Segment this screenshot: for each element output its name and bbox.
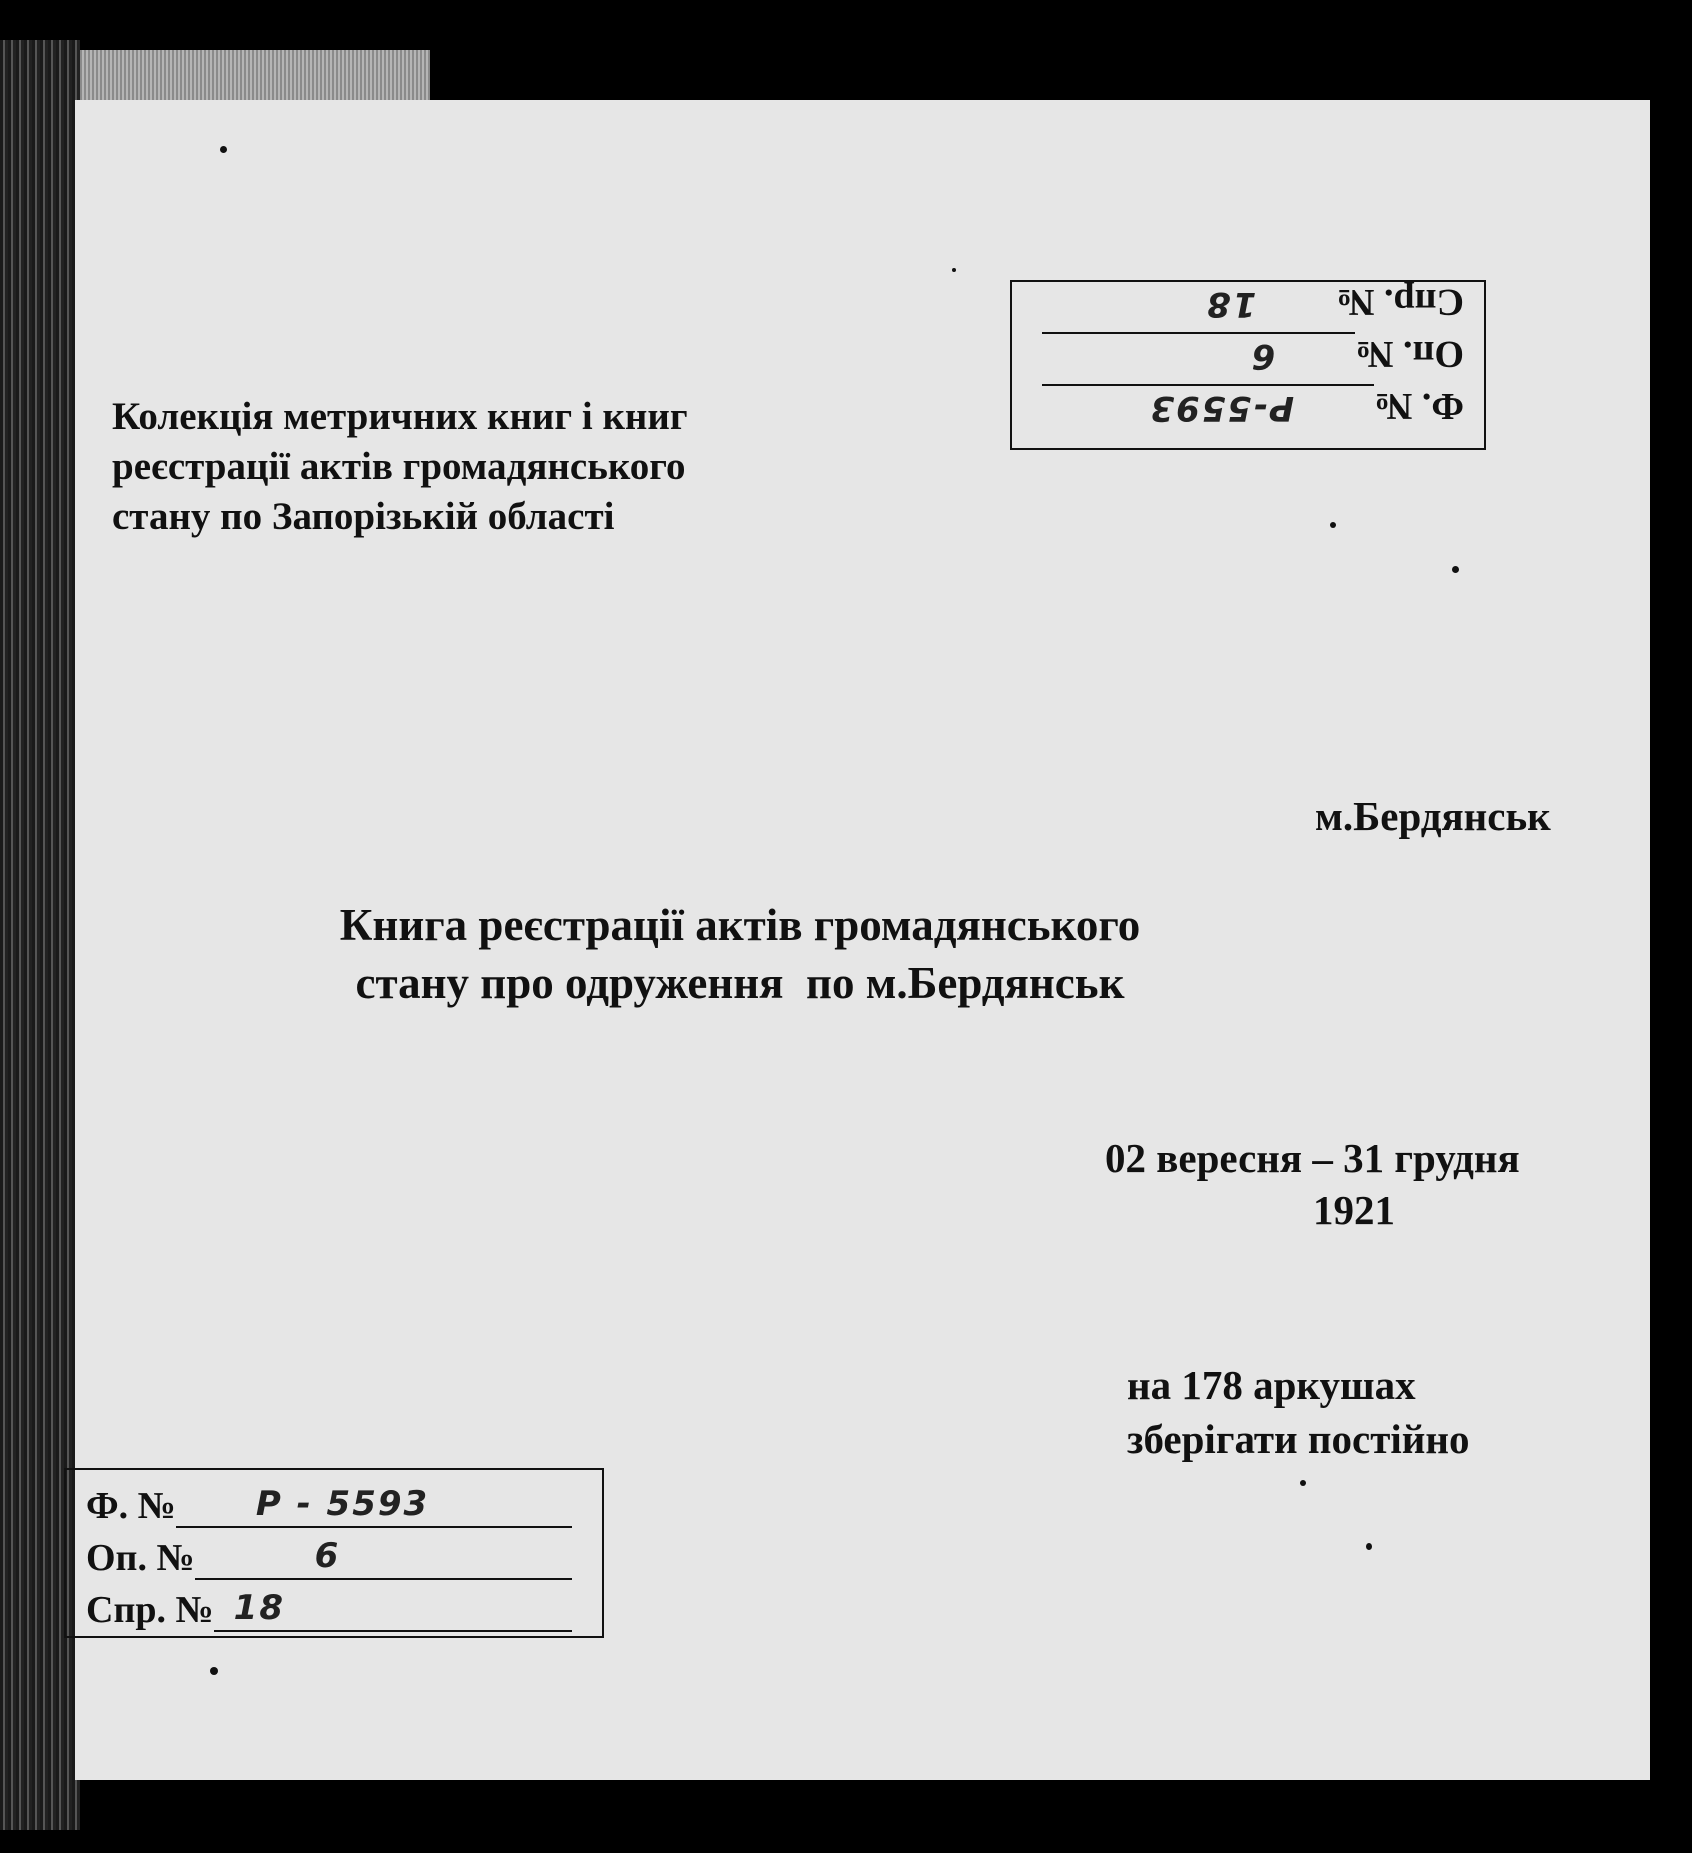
date-year: 1921 [1313, 1187, 1395, 1233]
sheets-info [1127, 1358, 1647, 1466]
block-fund-label: Ф. № [86, 1485, 176, 1527]
block-file-label: Спр. № [86, 1589, 214, 1631]
stamp-inventory-label: Оп. № [1355, 333, 1464, 375]
stamp-fund-label: Ф. № [1374, 385, 1464, 427]
stamp-inventory-value: 6 [1249, 336, 1276, 376]
block-inventory-value: 6 [314, 1536, 341, 1576]
binding-tab [80, 50, 430, 105]
archive-stamp-rotated [1010, 280, 1486, 450]
block-file-line [214, 1590, 572, 1632]
stamp-fund-value: Р-5593 [1148, 388, 1295, 428]
scan-speck [1452, 566, 1459, 573]
scan-speck [1300, 1480, 1306, 1486]
stamp-file-line [1042, 280, 1336, 322]
sheets-count: на 178 аркушах [1127, 1362, 1416, 1408]
collection-heading [112, 392, 872, 542]
book-title-line-1: Книга реєстрації актів громадянського [339, 900, 1141, 950]
book-title [240, 896, 1240, 1012]
stamp-file-label: Спр. № [1336, 281, 1464, 323]
block-inventory-line [195, 1538, 572, 1580]
stamp-fund-line [1042, 384, 1374, 426]
stamp-file-row [1012, 280, 1464, 332]
stamp-inventory-row [1012, 332, 1464, 384]
block-inventory-label: Оп. № [86, 1537, 195, 1579]
block-inventory-row [86, 1528, 602, 1580]
book-title-line-2: стану про одруження по м.Бердянськ [355, 958, 1125, 1008]
collection-heading-line-1: Колекція метричних книг і книг [112, 395, 688, 438]
date-range-text: 02 вересня – 31 грудня [1105, 1135, 1520, 1181]
scan-speck [1366, 1543, 1372, 1550]
scan-speck [210, 1667, 218, 1675]
block-fund-value: Р - 5593 [255, 1484, 430, 1524]
stamp-fund-row [1012, 384, 1464, 436]
block-file-row [86, 1580, 602, 1632]
stamp-inventory-line [1042, 332, 1355, 374]
block-file-value: 18 [233, 1588, 285, 1628]
collection-heading-line-3: стану по Запорізькій області [112, 495, 615, 538]
collection-heading-line-2: реєстрації актів громадянського [112, 445, 686, 488]
stamp-file-value: 18 [1205, 284, 1257, 324]
block-fund-line [176, 1486, 572, 1528]
scan-speck [952, 268, 956, 272]
archive-block [64, 1468, 604, 1638]
block-fund-row [86, 1476, 602, 1528]
scan-speck [220, 146, 227, 153]
city-label: м.Бердянськ [1315, 793, 1551, 839]
scan-speck [1330, 522, 1336, 528]
retention-note: зберігати постійно [1127, 1416, 1470, 1462]
date-range [1105, 1132, 1692, 1236]
